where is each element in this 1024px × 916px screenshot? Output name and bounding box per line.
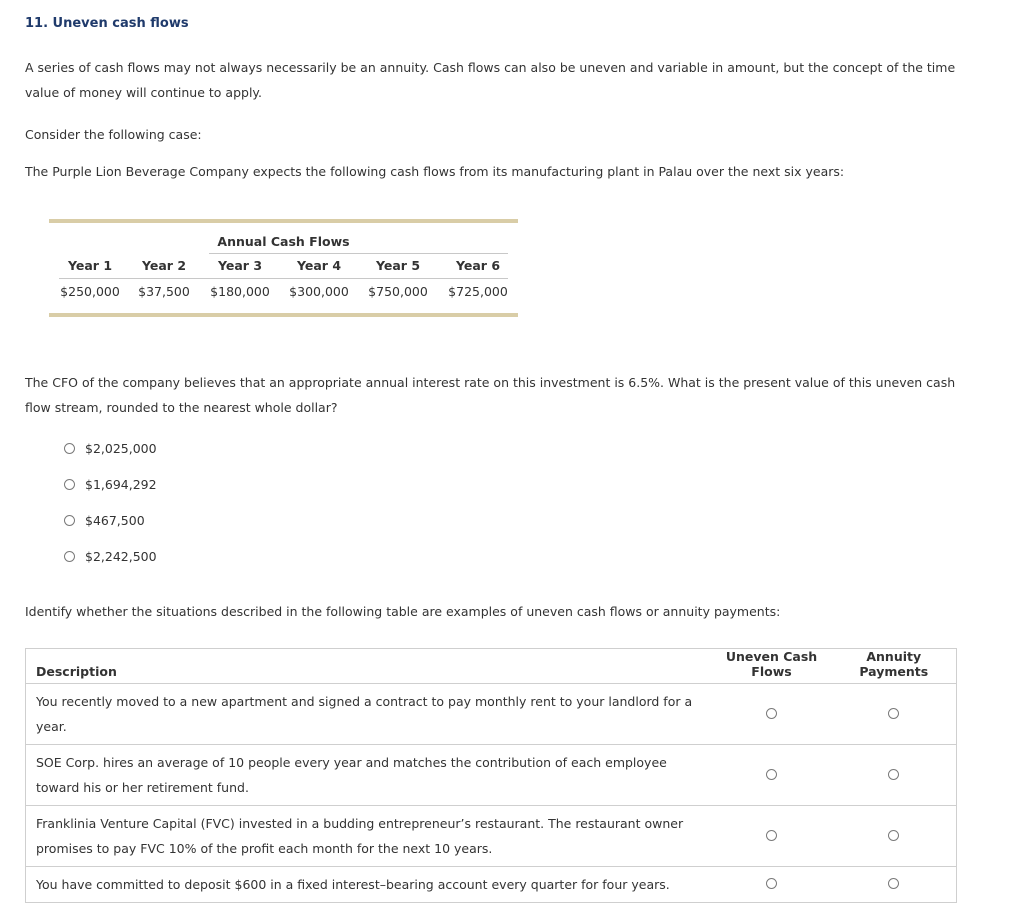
- table-bottom-rule: [49, 313, 518, 317]
- year-cell: Year 3: [217, 258, 263, 273]
- uneven-radio[interactable]: [766, 878, 777, 889]
- row-description: You have committed to deposit $600 in a fixed interest–bearing account every quarter for four years.: [26, 867, 712, 903]
- amount-cell: $725,000: [448, 284, 508, 299]
- table-row: [26, 867, 957, 903]
- uneven-radio[interactable]: [766, 769, 777, 780]
- annuity-cell: [832, 806, 957, 867]
- answer-option[interactable]: [64, 438, 157, 458]
- radio-button[interactable]: [64, 443, 75, 454]
- table-header-row: [26, 649, 957, 684]
- description-header: Description: [26, 649, 712, 684]
- cash-flow-table: [49, 219, 518, 317]
- annuity-cell: [832, 684, 957, 745]
- uneven-cell: [712, 745, 832, 806]
- year-cell: Year 1: [67, 258, 113, 273]
- row-description: SOE Corp. hires an average of 10 people every year and matches the contribution of each employee toward his or her retirement fund.: [26, 745, 712, 806]
- radio-button[interactable]: [64, 479, 75, 490]
- annuity-cell: [832, 867, 957, 903]
- annuity-header: Annuity Payments: [832, 649, 957, 684]
- answer-option[interactable]: [64, 474, 157, 494]
- uneven-radio[interactable]: [766, 830, 777, 841]
- row-description: Franklinia Venture Capital (FVC) invested in a budding entrepreneur’s restaurant. The restaurant owner promises to pay FVC 10% of the profit each month for the next 10 years.: [26, 806, 712, 867]
- uneven-cell: [712, 806, 832, 867]
- year-cell: Year 6: [455, 258, 501, 273]
- cash-flow-heading: Annual Cash Flows: [217, 234, 350, 249]
- annuity-cell: [832, 745, 957, 806]
- amount-cell: $300,000: [289, 284, 349, 299]
- annuity-radio[interactable]: [888, 769, 899, 780]
- classification-table: [25, 648, 957, 903]
- annuity-radio[interactable]: [888, 878, 899, 889]
- answer-option[interactable]: [64, 510, 145, 530]
- amounts-row: [49, 279, 518, 305]
- table-row: [26, 806, 957, 867]
- uneven-cell: [712, 684, 832, 745]
- radio-button[interactable]: [64, 551, 75, 562]
- uneven-header: Uneven Cash Flows: [712, 649, 832, 684]
- question-text: The CFO of the company believes that an appropriate annual interest rate on this investment is 6.5%. What is the present value of this uneven cash flow stream, rounded to the nearest whole dollar?: [25, 375, 956, 415]
- uneven-radio[interactable]: [766, 708, 777, 719]
- row-description: You recently moved to a new apartment and signed a contract to pay monthly rent to your landlord for a year.: [26, 684, 712, 745]
- table-row: [26, 684, 957, 745]
- amount-cell: $180,000: [210, 284, 270, 299]
- year-cell: Year 2: [141, 258, 187, 273]
- table-top-rule: [49, 219, 518, 223]
- option-label: $2,025,000: [85, 440, 157, 456]
- year-cell: Year 4: [296, 258, 342, 273]
- annuity-radio[interactable]: [888, 708, 899, 719]
- amount-cell: $250,000: [60, 284, 120, 299]
- option-label: $2,242,500: [85, 548, 157, 564]
- scenario-text: The Purple Lion Beverage Company expects the following cash flows from its manufacturing plant in Palau over the next six years:: [25, 164, 845, 179]
- consider-text: Consider the following case:: [25, 127, 202, 142]
- uneven-cell: [712, 867, 832, 903]
- answer-option[interactable]: [64, 546, 157, 566]
- identify-text: Identify whether the situations described in the following table are examples of uneven cash flows or annuity payments:: [25, 604, 781, 619]
- option-label: $1,694,292: [85, 476, 157, 492]
- intro-text: A series of cash flows may not always necessarily be an annuity. Cash flows can also be uneven and variable in amount, but the concept of the time value of money will continue to apply.: [25, 60, 956, 100]
- question-title: 11. Uneven cash flows: [25, 16, 189, 31]
- radio-button[interactable]: [64, 515, 75, 526]
- annuity-radio[interactable]: [888, 830, 899, 841]
- amount-cell: $750,000: [368, 284, 428, 299]
- amount-cell: $37,500: [138, 284, 190, 299]
- option-label: $467,500: [85, 512, 145, 528]
- year-cell: Year 5: [375, 258, 421, 273]
- table-row: [26, 745, 957, 806]
- years-row: [49, 254, 518, 278]
